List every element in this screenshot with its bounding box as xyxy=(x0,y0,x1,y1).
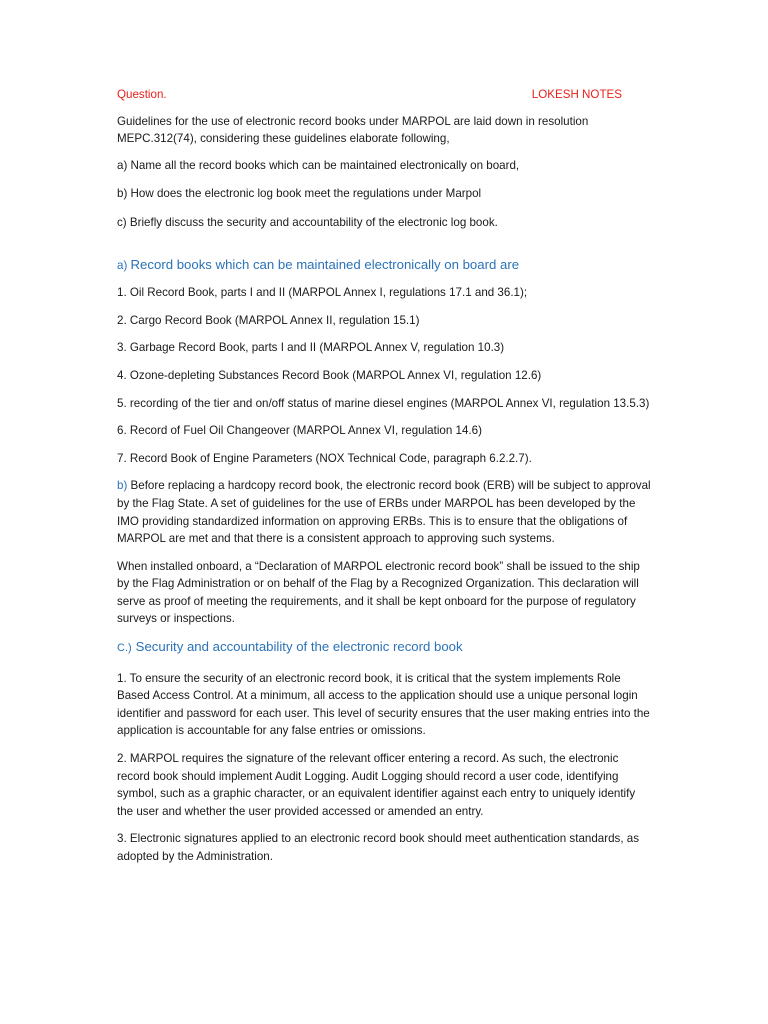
record-book-item: 3. Garbage Record Book, parts I and II (MARPOL Annex V, regulation 10.3) xyxy=(117,341,505,355)
question-a: a) Name all the record books which can be maintained electronically on board, xyxy=(117,158,520,172)
section-c-prefix: C.) xyxy=(117,642,132,655)
security-item: 1. To ensure the security of an electronic record book, it is critical that the system implements Role Based Access Control. At a minimum, all access to the application should use a unique personal login identifier and password for each user. This level of security ensures that the user making entries into the application is accountable for any false entries or omissions. xyxy=(117,671,650,738)
author-label: LOKESH NOTES xyxy=(531,88,622,101)
record-book-item: 6. Record of Fuel Oil Changeover (MARPOL Annex VI, regulation 14.6) xyxy=(117,424,482,438)
security-item: 3. Electronic signatures applied to an electronic record book should meet authentication standards, as adopted by the Administration. xyxy=(117,832,640,863)
question-c: c) Briefly discuss the security and accountability of the electronic log book. xyxy=(117,215,498,229)
document-page xyxy=(117,86,652,876)
record-book-item: 4. Ozone-depleting Substances Record Book (MARPOL Annex VI, regulation 12.6) xyxy=(117,368,542,382)
question-b: b) How does the electronic log book meet the regulations under Marpol xyxy=(117,187,482,201)
security-item: 2. MARPOL requires the signature of the relevant officer entering a record. As such, the electronic record book should implement Audit Logging. Audit Logging should record a user code, identifying symbol, such as a graphic character, or an equivalent identifier against each entry to uniquely identify the user and whether the user provided accessed or amended an entry. xyxy=(117,752,636,818)
question-label: Question. xyxy=(117,88,167,101)
section-b-paragraph-1 xyxy=(117,477,652,547)
section-a-prefix: a) xyxy=(117,258,131,272)
record-book-item: 2. Cargo Record Book (MARPOL Annex II, regulation 15.1) xyxy=(117,313,420,327)
intro-paragraph: Guidelines for the use of electronic record books under MARPOL are laid down in resolution MEPC.312(74), considering these guidelines elaborate following, xyxy=(117,114,589,146)
section-a-title: Record books which can be maintained electronically on board are xyxy=(130,256,520,272)
section-a-heading xyxy=(117,256,652,275)
section-c-heading xyxy=(117,638,652,658)
header-row xyxy=(117,86,652,104)
section-b-paragraph-2: When installed onboard, a “Declaration of MARPOL electronic record book” shall be issued to the ship by the Flag Administration or on behalf of the Flag by a Recognized Organization. This declaration will serve as proof of meeting the requirements, and it shall be kept onboard for the purpose of regulatory surveys or inspections. xyxy=(117,559,640,626)
section-b-text: Before replacing a hardcopy record book, the electronic record book (ERB) will be subject to approval by the Flag State. A set of guidelines for the use of ERBs under MARPOL has been developed by the IMO providing standardized information on approving ERBs. This is to ensure that the obligations of MARPOL are met and that there is a consistent approach to approving such systems. xyxy=(117,479,651,546)
record-book-item: 1. Oil Record Book, parts I and II (MARPOL Annex I, regulations 17.1 and 36.1); xyxy=(117,286,528,300)
record-book-item: 5. recording of the tier and on/off status of marine diesel engines (MARPOL Annex VI, regulation 13.5.3) xyxy=(117,396,650,410)
record-book-item: 7. Record Book of Engine Parameters (NOX Technical Code, paragraph 6.2.2.7). xyxy=(117,451,532,465)
section-c-title: Security and accountability of the electronic record book xyxy=(135,639,463,655)
section-b-prefix: b) xyxy=(117,479,128,493)
